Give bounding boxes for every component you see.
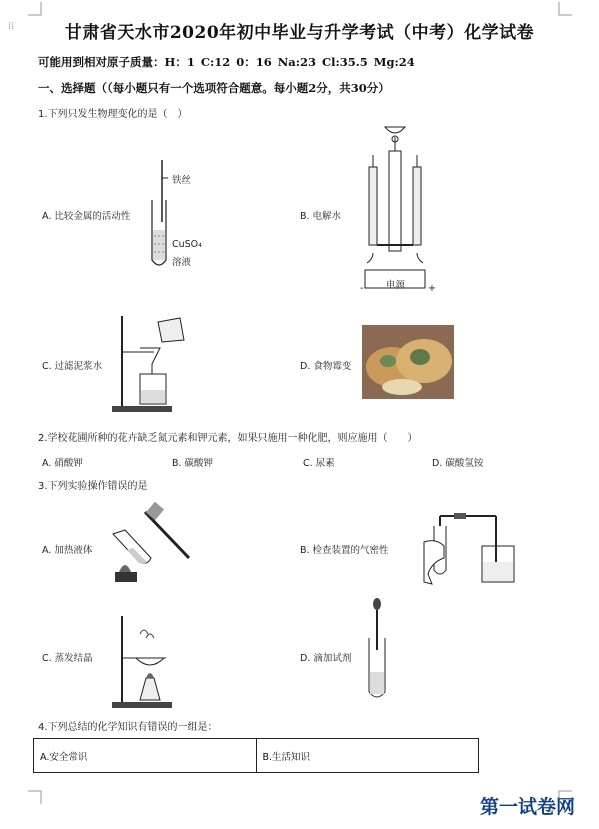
q3-option-d: D. 滴加试剂 bbox=[300, 653, 352, 664]
question-4-stem: 4.下列总结的化学知识有错误的一组是： bbox=[38, 722, 218, 733]
airtightness-check-figure bbox=[410, 512, 520, 588]
question-3-stem: 3.下列实验操作错误的是 bbox=[38, 481, 148, 492]
q3-option-a: A. 加热液体 bbox=[42, 545, 93, 556]
heating-liquid-figure bbox=[105, 500, 200, 585]
label-solution: 溶液 bbox=[172, 257, 192, 268]
question-1-stem: 1.下列只发生物理变化的是（ ） bbox=[38, 109, 188, 120]
drag-handle-icon[interactable]: ⁞⁞ bbox=[8, 21, 15, 32]
watermark-logo: 第一试卷网 bbox=[479, 796, 575, 818]
electrolysis-apparatus-figure bbox=[355, 125, 445, 295]
section-heading: 一、选择题（（每小题只有一个选项符合题意。每小题2分，共30分） bbox=[38, 81, 390, 95]
corner-mark-icon bbox=[28, 790, 42, 804]
label-cuso4: CuSO₄ bbox=[172, 239, 202, 250]
corner-mark-icon bbox=[28, 2, 42, 16]
label-minus: - bbox=[360, 283, 364, 294]
label-iron-wire: 铁丝 bbox=[172, 175, 192, 186]
q3-option-c: C. 蒸发结晶 bbox=[42, 653, 93, 664]
q2-option-c: C. 尿素 bbox=[303, 458, 335, 469]
label-power-source: 电源 bbox=[386, 280, 406, 291]
q1-option-c: C. 过滤泥浆水 bbox=[42, 361, 103, 372]
atomic-masses: 可能用到相对原子质量：H：1 C:12 0：16 Na:23 Cl:35.5 Mg:24 bbox=[38, 55, 415, 69]
table-cell: B.生活知识 bbox=[256, 739, 479, 772]
evaporation-figure bbox=[110, 612, 185, 712]
question-2-stem: 2.学校花圃所种的花卉缺乏氮元素和钾元素，如果只施用一种化肥，则应施用（ ） bbox=[38, 433, 418, 444]
label-plus: + bbox=[428, 283, 436, 294]
q1-option-b: B. 电解水 bbox=[300, 211, 342, 222]
q1-option-d: D. 食物霉变 bbox=[300, 361, 352, 372]
q2-option-a: A. 硝酸钾 bbox=[42, 458, 83, 469]
filtration-setup-figure bbox=[110, 312, 200, 414]
q3-option-b: B. 检查装置的气密性 bbox=[300, 545, 389, 556]
q2-option-d: D. 碳酸氢铵 bbox=[432, 458, 484, 469]
dropper-test-tube-figure bbox=[365, 598, 389, 702]
question-4-table bbox=[33, 738, 479, 773]
moldy-food-photo bbox=[362, 325, 454, 399]
q1-option-a: A. 比较金属的活动性 bbox=[42, 211, 131, 222]
q2-option-b: B. 碳酸钾 bbox=[172, 458, 214, 469]
corner-mark-icon bbox=[558, 2, 572, 16]
page-title: 甘肃省天水市2020年初中毕业与升学考试（中考）化学试卷 bbox=[64, 23, 535, 43]
table-cell: A.安全常识 bbox=[40, 751, 88, 763]
